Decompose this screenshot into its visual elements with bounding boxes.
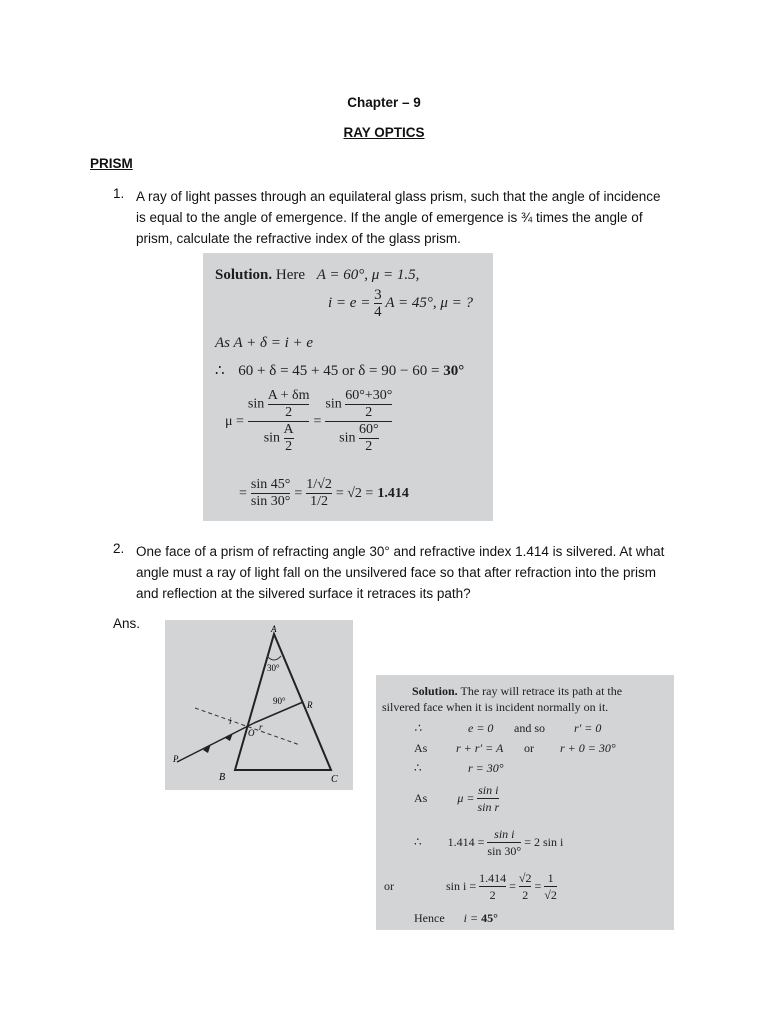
sine-num: sin i xyxy=(494,827,515,841)
ratio-3-den: √2 xyxy=(544,888,557,902)
solution-2-scan xyxy=(376,675,674,930)
vertex-b-label: B xyxy=(219,772,226,783)
vertex-a-label: A xyxy=(271,624,277,634)
two-sin-i: = 2 sin i xyxy=(524,835,564,849)
half-sixty-den: 2 xyxy=(365,439,373,454)
r-prime-zero: r′ = 0 xyxy=(574,721,602,735)
point-r-label: R xyxy=(307,700,313,710)
equals-sign: = xyxy=(239,485,247,501)
half-a xyxy=(284,422,294,455)
sin-label: sin xyxy=(263,430,281,446)
sine-ratio xyxy=(487,826,521,859)
apex-angle-arc xyxy=(267,656,281,660)
vertex-c-label: C xyxy=(331,774,338,785)
r-value: r = 30° xyxy=(468,761,504,775)
question-1-line-1: A ray of light passes through an equilateral glass prism, such that the angle of incidence xyxy=(136,189,661,204)
mu-substituted xyxy=(325,388,392,455)
as-label: As xyxy=(414,741,428,755)
question-2-number: 2. xyxy=(113,541,125,556)
solution-1-scan xyxy=(203,253,493,521)
equals-sign: = xyxy=(313,413,322,429)
or-label: or xyxy=(384,879,394,893)
i-equals: i = xyxy=(463,911,479,925)
question-1-line-3: prism, calculate the refractive index of the glass prism. xyxy=(136,231,461,246)
value-ratio xyxy=(306,477,332,510)
final-angle: 45° xyxy=(481,911,498,925)
therefore-symbol: ∴ xyxy=(414,835,422,849)
ratio-1-num: 1.414 xyxy=(479,871,507,885)
equals-sign: = xyxy=(294,485,303,501)
and-so: and so xyxy=(514,721,545,735)
question-2-line-3: and reflection at the silvered surface it retraces its path? xyxy=(136,586,471,601)
prism-diagram xyxy=(165,620,353,790)
value-ratio-num: 1/√2 xyxy=(306,477,332,492)
solution-label: Solution. xyxy=(412,684,458,698)
half-sum-values-den: 2 xyxy=(365,405,373,420)
prism-diagram-scan xyxy=(165,620,353,790)
equals-sign: = xyxy=(534,879,542,893)
mu-symbol: μ = xyxy=(225,413,244,429)
sine-ratio-num: sin 45° xyxy=(250,477,291,492)
ratio-2 xyxy=(519,870,532,903)
question-2-line-2: angle must a ray of light fall on the unsilvered face so that after refraction into the prism xyxy=(136,565,657,580)
half-a-den: 2 xyxy=(285,439,293,454)
mu-symbol: μ = xyxy=(457,791,475,805)
relation-line: As A + δ = i + e xyxy=(215,335,314,351)
half-sum-values-num: 60°+30° xyxy=(345,388,393,403)
half-sixty-num: 60° xyxy=(358,422,379,437)
sin-label: sin xyxy=(325,396,342,412)
answer-label: Ans. xyxy=(113,616,141,631)
ratio-1 xyxy=(479,870,506,903)
angle-sum: r + r′ = A xyxy=(456,741,504,755)
half-sum-num: A + δm xyxy=(267,388,310,403)
half-sum-values xyxy=(345,388,392,421)
half-a-num: A xyxy=(283,422,294,437)
sine-ratio xyxy=(251,477,290,510)
delta-calc: 60 + δ = 45 + 45 or δ = 90 − 60 = xyxy=(238,363,440,379)
as-label: As xyxy=(414,791,428,805)
angle-r-label: r xyxy=(259,722,263,732)
section-heading: PRISM xyxy=(90,156,133,171)
e-zero: e = 0 xyxy=(468,721,494,735)
question-2-line-1: One face of a prism of refracting angle 30° and refractive index 1.414 is silvered. At what xyxy=(136,544,665,559)
snell-ratio xyxy=(477,782,499,815)
question-2-text xyxy=(136,541,696,604)
ratio-2-num: √2 xyxy=(518,871,532,885)
solution-text-2: silvered face when it is incident normally on it. xyxy=(382,700,609,714)
frac-num: 3 xyxy=(374,287,382,303)
chapter-heading: Chapter – 9 xyxy=(347,95,421,110)
ratio-1-den: 2 xyxy=(489,888,496,902)
half-sum-den: 2 xyxy=(285,405,293,420)
question-1-text xyxy=(136,186,696,249)
point-p-label: P xyxy=(173,754,179,764)
frac-den: 4 xyxy=(374,304,382,320)
solution-here: Here xyxy=(275,267,306,283)
point-o-label: O xyxy=(248,728,255,738)
root-two: = √2 = xyxy=(335,485,374,501)
question-1-number: 1. xyxy=(113,186,125,201)
therefore-symbol: ∴ xyxy=(414,761,422,775)
fraction-three-quarters xyxy=(374,287,382,320)
ratio-3-num: 1 xyxy=(547,871,554,885)
ratio-3 xyxy=(544,870,557,903)
i-equals-e: i = e = xyxy=(328,294,371,311)
snell-num: sin i xyxy=(478,783,499,797)
delta-result: 30° xyxy=(443,363,465,379)
angle-result: A = 45°, μ = ? xyxy=(385,294,473,311)
half-sixty xyxy=(359,422,379,455)
value-ratio-den: 1/2 xyxy=(310,494,328,509)
mu-formula xyxy=(248,388,310,455)
question-1-line-2: is equal to the angle of emergence. If the angle of emergence is ¾ times the angle of xyxy=(136,210,643,225)
sin-label: sin xyxy=(339,430,356,446)
angle-sum-values: r + 0 = 30° xyxy=(560,741,616,755)
angle-i-label: i xyxy=(229,716,232,726)
sin-label: sin xyxy=(247,396,265,412)
therefore-symbol: ∴ xyxy=(215,363,225,379)
half-sum xyxy=(268,388,310,421)
solution-text-1: The ray will retrace its path at the xyxy=(460,684,623,698)
solution-label: Solution. xyxy=(215,267,273,283)
hence-label: Hence xyxy=(414,911,445,925)
therefore-symbol: ∴ xyxy=(414,721,422,735)
page-title: RAY OPTICS xyxy=(343,125,425,140)
or-label: or xyxy=(524,741,534,755)
apex-angle-label: 30° xyxy=(267,663,280,673)
sine-ratio-den: sin 30° xyxy=(250,494,291,509)
mu-value: 1.414 = xyxy=(447,835,485,849)
solution-given: A = 60°, μ = 1.5, xyxy=(316,267,420,283)
ratio-2-den: 2 xyxy=(522,888,529,902)
equals-sign: = xyxy=(509,879,516,893)
right-angle-label: 90° xyxy=(273,696,286,706)
snell-den: sin r xyxy=(477,800,500,814)
sin-i-label: sin i = xyxy=(446,879,477,893)
sine-den: sin 30° xyxy=(487,844,522,858)
final-answer: 1.414 xyxy=(377,485,409,501)
